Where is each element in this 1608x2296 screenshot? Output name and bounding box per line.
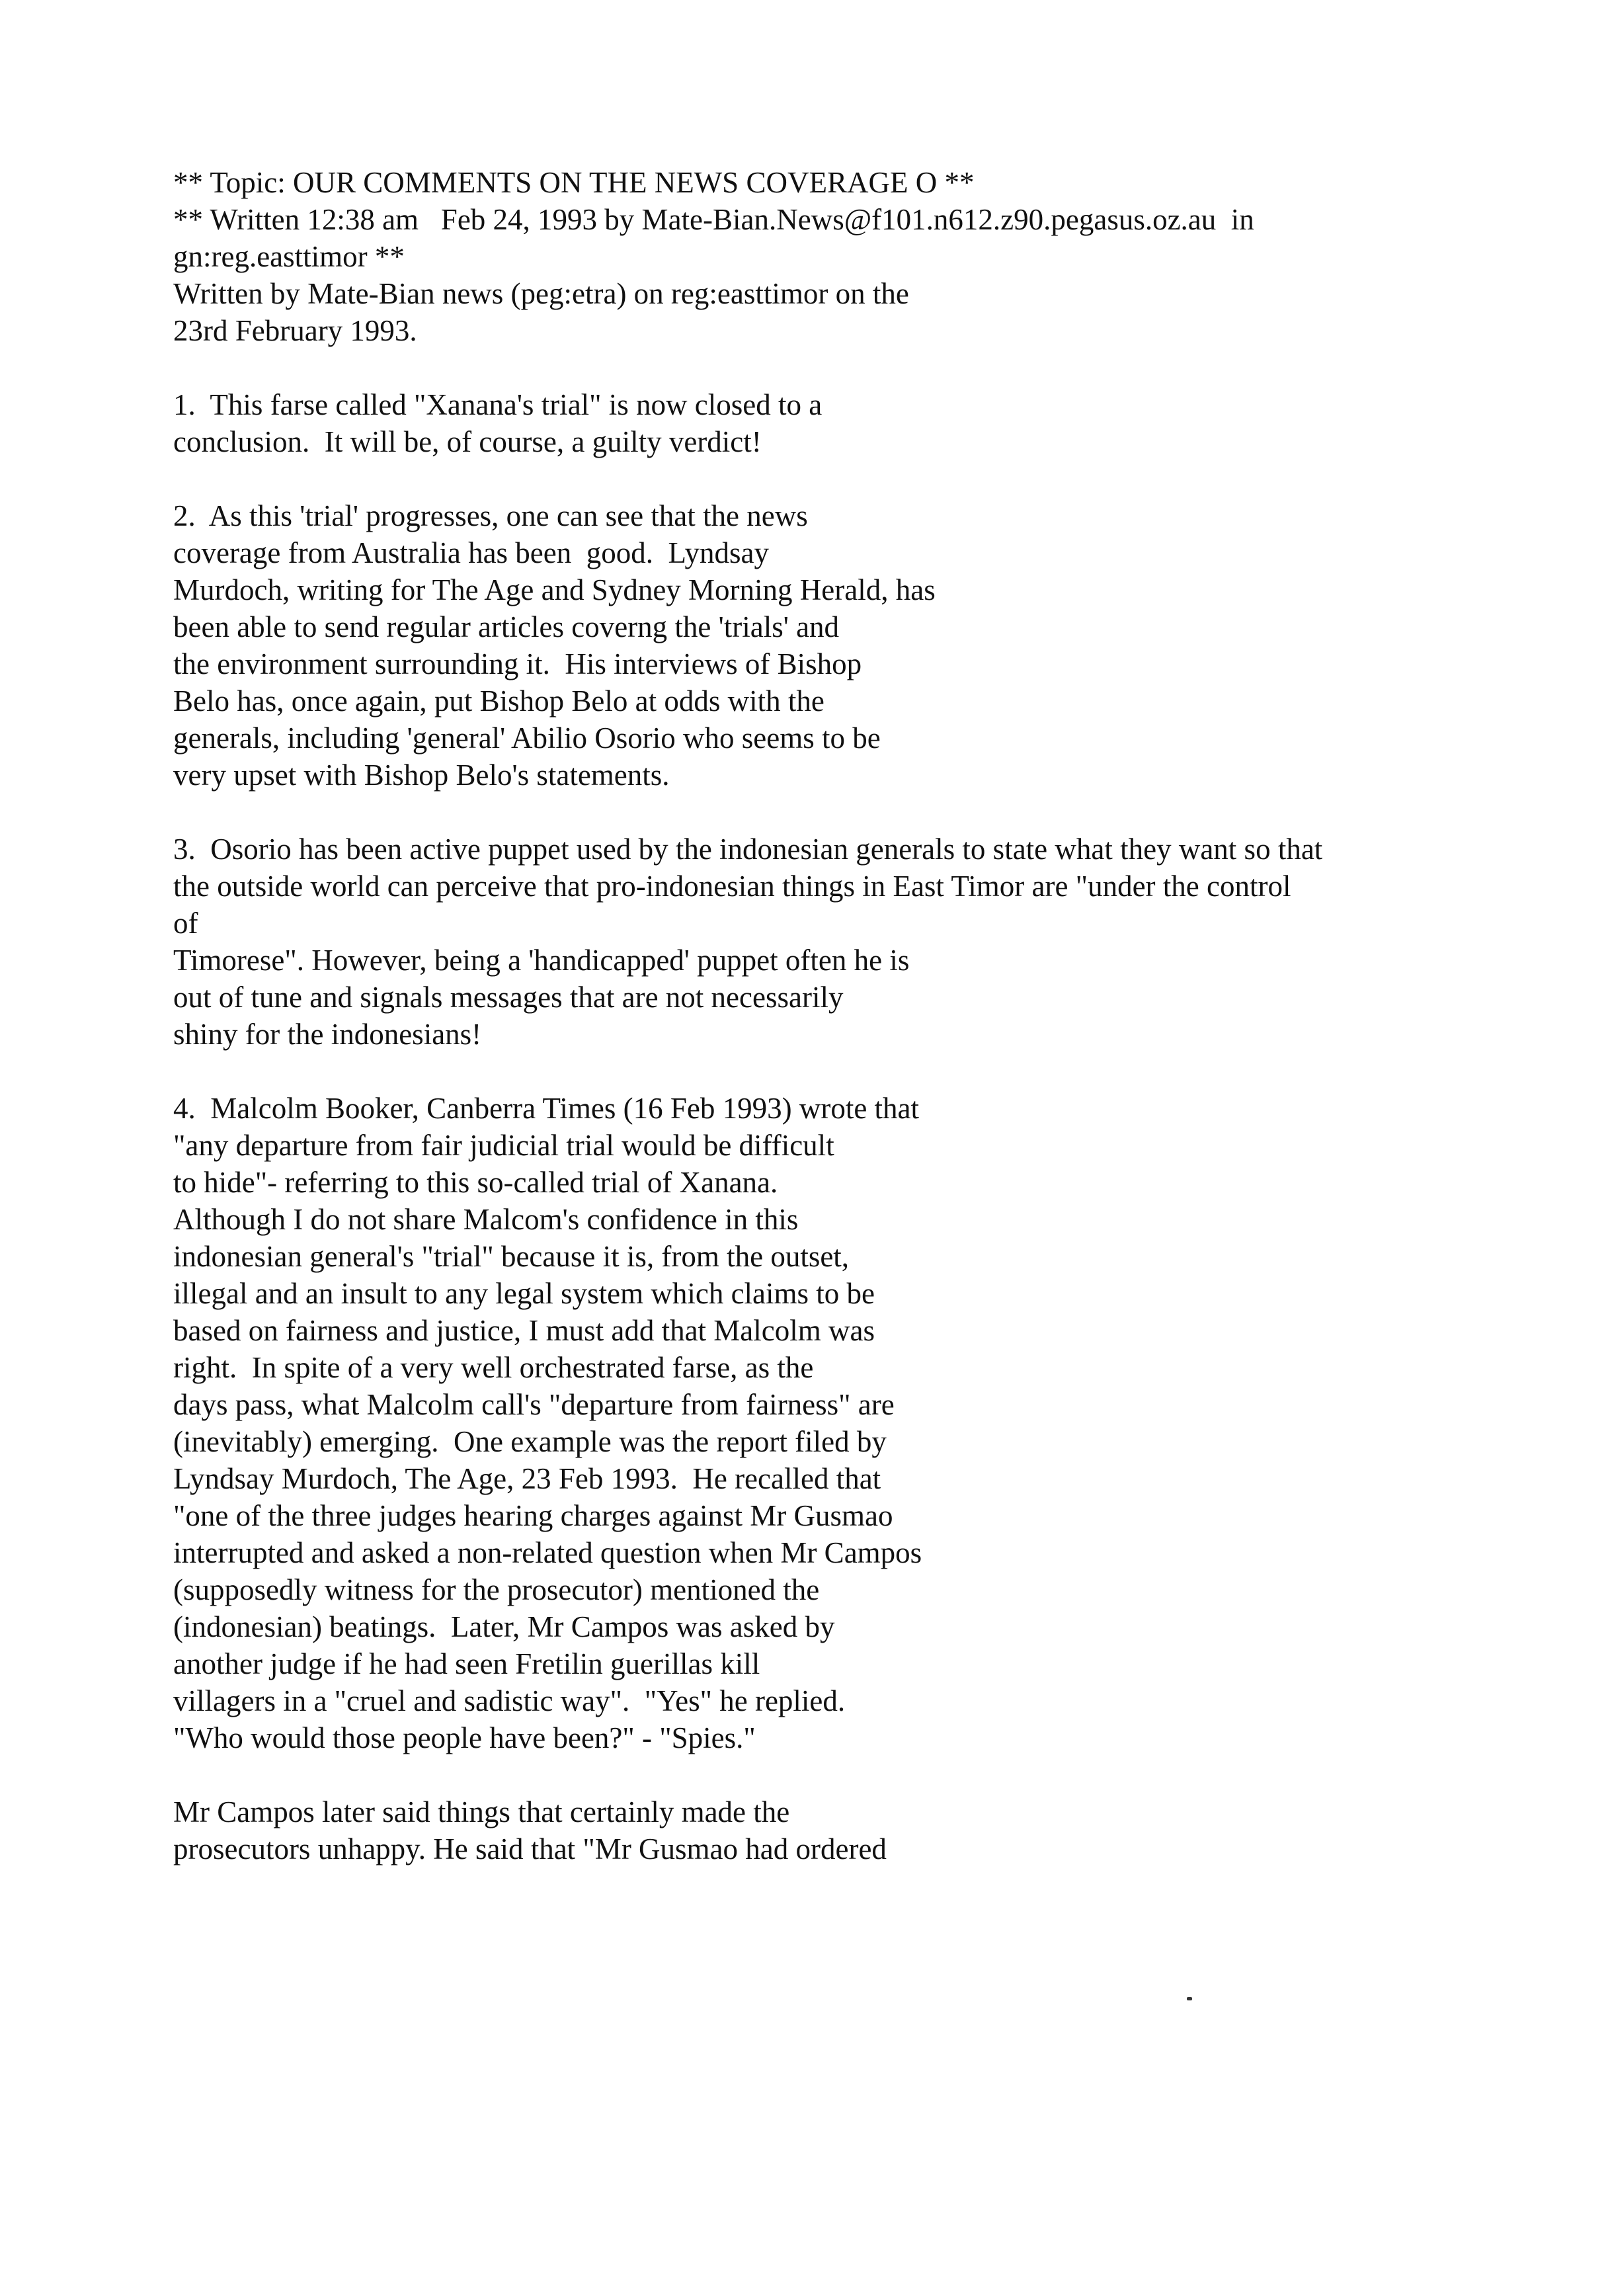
paragraph-line: the environment surrounding it. His interviews of Bishop xyxy=(173,647,862,680)
paragraph-3 xyxy=(173,831,1496,1053)
paragraph-line: Mr Campos later said things that certainly made the xyxy=(173,1795,790,1828)
scan-speck xyxy=(1187,1997,1192,2000)
paragraph-gap xyxy=(173,1756,1496,1793)
paragraph-line: indonesian general's "trial" because it is, from the outset, xyxy=(173,1240,850,1273)
paragraph-line: 4. Malcolm Booker, Canberra Times (16 Feb 1993) wrote that xyxy=(173,1092,920,1125)
paragraph-gap xyxy=(173,349,1496,386)
paragraph-line: very upset with Bishop Belo's statements. xyxy=(173,758,670,792)
paragraph-line: "Who would those people have been?" - "Spies." xyxy=(173,1721,756,1754)
paragraph-line: 3. Osorio has been active puppet used by the indonesian generals to state what they want so that xyxy=(173,833,1323,866)
paragraph-line: (inevitably) emerging. One example was the report filed by xyxy=(173,1425,887,1458)
paragraph-gap xyxy=(173,794,1496,831)
date-line: 23rd February 1993. xyxy=(173,314,417,347)
paragraph-line: prosecutors unhappy. He said that "Mr Gusmao had ordered xyxy=(173,1832,887,1866)
topic-line: ** Topic: OUR COMMENTS ON THE NEWS COVERAGE O ** xyxy=(173,166,975,199)
paragraph-5 xyxy=(173,1793,1496,1867)
paragraph-line: of xyxy=(173,907,198,940)
paragraph-line: Lyndsay Murdoch, The Age, 23 Feb 1993. He recalled that xyxy=(173,1462,881,1495)
paragraph-line: conclusion. It will be, of course, a guilty verdict! xyxy=(173,425,762,458)
paragraph-line: Belo has, once again, put Bishop Belo at odds with the xyxy=(173,684,824,718)
paragraph-line: (indonesian) beatings. Later, Mr Campos was asked by xyxy=(173,1610,835,1643)
paragraph-line: villagers in a "cruel and sadistic way". "Yes" he replied. xyxy=(173,1684,846,1717)
paragraph-line: "any departure from fair judicial trial would be difficult xyxy=(173,1129,834,1162)
paragraph-line: interrupted and asked a non-related question when Mr Campos xyxy=(173,1536,922,1569)
document-page xyxy=(173,164,1496,1867)
paragraph-line: been able to send regular articles coverng the 'trials' and xyxy=(173,610,840,643)
paragraph-line: Murdoch, writing for The Age and Sydney Morning Herald, has xyxy=(173,573,936,606)
forum-line: gn:reg.easttimor ** xyxy=(173,240,405,273)
paragraph-line: based on fairness and justice, I must add that Malcolm was xyxy=(173,1314,875,1347)
paragraph-line: Although I do not share Malcom's confidence in this xyxy=(173,1203,799,1236)
paragraph-gap xyxy=(173,1053,1496,1090)
paragraph-line: shiny for the indonesians! xyxy=(173,1018,482,1051)
paragraph-line: to hide"- referring to this so-called trial of Xanana. xyxy=(173,1166,778,1199)
paragraph-line: right. In spite of a very well orchestrated farse, as the xyxy=(173,1351,814,1384)
paragraph-4 xyxy=(173,1090,1496,1756)
written-line: ** Written 12:38 am Feb 24, 1993 by Mate-Bian.News@f101.n612.z90.pegasus.oz.au in xyxy=(173,203,1254,236)
paragraph-line: days pass, what Malcolm call's "departure from fairness" are xyxy=(173,1388,895,1421)
paragraph-line: another judge if he had seen Fretilin guerillas kill xyxy=(173,1647,760,1680)
paragraph-2 xyxy=(173,497,1496,794)
paragraph-line: (supposedly witness for the prosecutor) mentioned the xyxy=(173,1573,820,1606)
paragraph-gap xyxy=(173,460,1496,497)
paragraph-line: "one of the three judges hearing charges against Mr Gusmao xyxy=(173,1499,893,1532)
paragraph-line: coverage from Australia has been good. Lyndsay xyxy=(173,536,769,569)
byline-line: Written by Mate-Bian news (peg:etra) on reg:easttimor on the xyxy=(173,277,909,310)
paragraph-line: 2. As this 'trial' progresses, one can see that the news xyxy=(173,499,808,532)
paragraph-line: out of tune and signals messages that are not necessarily xyxy=(173,981,844,1014)
paragraph-line: 1. This farse called "Xanana's trial" is now closed to a xyxy=(173,388,823,421)
paragraph-1 xyxy=(173,386,1496,460)
paragraph-line: Timorese". However, being a 'handicapped' puppet often he is xyxy=(173,944,910,977)
paragraph-line: illegal and an insult to any legal system which claims to be xyxy=(173,1277,875,1310)
paragraph-line: the outside world can perceive that pro-indonesian things in East Timor are "under the control xyxy=(173,870,1291,903)
paragraph-line: generals, including 'general' Abilio Osorio who seems to be xyxy=(173,721,881,755)
message-header xyxy=(173,164,1496,349)
